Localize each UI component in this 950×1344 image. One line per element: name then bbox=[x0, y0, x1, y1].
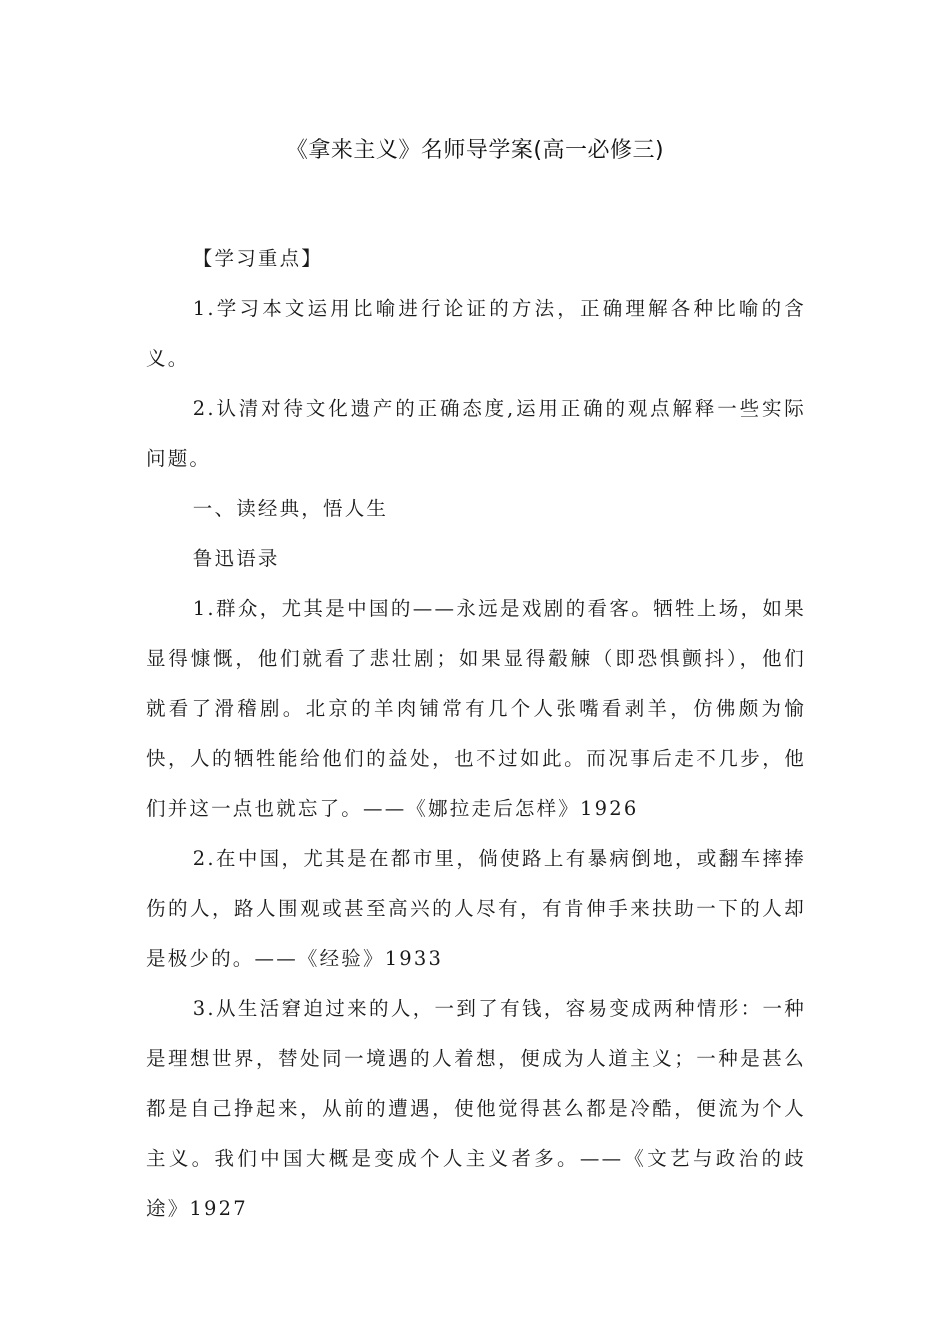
document-title: 《拿来主义》名师导学案(高一必修三) bbox=[285, 138, 665, 163]
section-heading-read-classics: 一、读经典，悟人生 bbox=[192, 497, 389, 520]
section-heading-study-focus: 【学习重点】 bbox=[192, 247, 323, 270]
study-point-2: 2.认清对待文化遗产的正确态度,运用正确的观点解释一些实际问题。 bbox=[146, 397, 806, 470]
quote-2: 2.在中国，尤其是在都市里，倘使路上有暴病倒地，或翻车摔捧伤的人，路人围观或甚至高兴的人尽有，有肯伸手来扶助一下的人却是极少的。——《经验》1933 bbox=[146, 847, 806, 970]
study-point-1: 1.学习本文运用比喻进行论证的方法，正确理解各种比喻的含义。 bbox=[146, 297, 806, 370]
subheading-luxun-quotes: 鲁迅语录 bbox=[192, 547, 280, 570]
document-body bbox=[146, 234, 806, 1234]
quote-1: 1.群众，尤其是中国的——永远是戏剧的看客。牺牲上场，如果显得慷慨，他们就看了悲壮剧；如果显得觳觫（即恐惧颤抖），他们就看了滑稽剧。北京的羊肉铺常有几个人张嘴看剥羊，仿佛颇为愉快，人的牺牲能给他们的益处，也不过如此。而况事后走不几步，他们并这一点也就忘了。——《娜拉走后怎样》1926 bbox=[146, 597, 806, 820]
quote-3: 3.从生活窘迫过来的人，一到了有钱，容易变成两种情形：一种是理想世界，替处同一境遇的人着想，便成为人道主义；一种是甚么都是自己挣起来，从前的遭遇，使他觉得甚么都是冷酷，便流为个人主义。我们中国大概是变成个人主义者多。——《文艺与政治的歧途》1927 bbox=[146, 997, 806, 1220]
